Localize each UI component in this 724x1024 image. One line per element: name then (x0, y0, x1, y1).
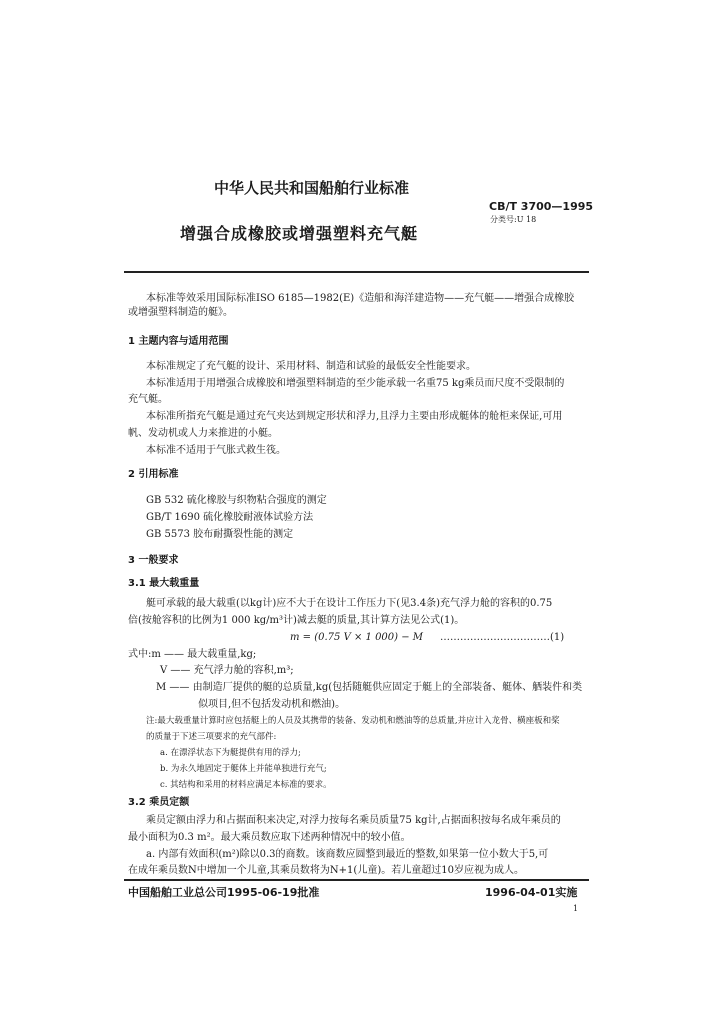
approval-line: 中国船舶工业总公司1995-06-19批准 (128, 886, 320, 899)
where-line: V —— 充气浮力舱的容积,m³; (160, 665, 294, 676)
section-1-line: 帆、发动机或人力来推进的小艇。 (128, 428, 278, 439)
standard-title: 增强合成橡胶或增强塑料充气艇 (180, 224, 419, 243)
where-line: M —— 由制造厂提供的艇的总质量,kg(包括随艇供应固定于艇上的全部装备、艇体、舾装件和类 (156, 682, 583, 693)
section-3-2-line: 在成年乘员数N中增加一个儿童,其乘员数将为N+1(儿童)。若儿童超过10岁应视为成人。 (128, 865, 524, 876)
classification-number: 分类号:U 18 (490, 215, 537, 224)
section-1-line: 本标准规定了充气艇的设计、采用材料、制造和试验的最低安全性能要求。 (146, 361, 476, 372)
page-number: 1 (573, 904, 579, 913)
note-item: c. 其结构和采用的材料应满足本标准的要求。 (160, 780, 332, 790)
effective-date: 1996-04-01实施 (485, 886, 578, 899)
section-3-1-heading: 3.1 最大载重量 (128, 578, 200, 589)
foreword-line-1: 本标准等效采用国际标准ISO 6185—1982(E)《造船和海洋建造物——充气艇——增强合成橡胶 (146, 293, 575, 304)
section-3-2-line: 乘员定额由浮力和占据面积来决定,对浮力按每名乘员质量75 kg计,占据面积按每名成年乘员的 (146, 815, 561, 826)
section-1-line: 充气艇。 (128, 394, 168, 405)
section-2-heading: 2 引用标准 (128, 469, 179, 480)
note-item: a. 在漂浮状态下为艇提供有用的浮力; (160, 748, 301, 758)
note-line: 的质量于下述三项要求的充气部件: (146, 732, 277, 742)
section-1-line: 本标准适用于用增强合成橡胶和增强塑料制造的至少能承载一名重75 kg乘员而尺度不受限制的 (146, 378, 565, 389)
note-item: b. 为永久地固定于艇体上并能单独进行充气; (160, 764, 327, 774)
section-3-2-heading: 3.2 乘员定额 (128, 797, 190, 808)
section-1-heading: 1 主题内容与适用范围 (128, 336, 229, 347)
section-3-heading: 3 一般要求 (128, 555, 179, 566)
issuing-authority: 中华人民共和国船舶行业标准 (214, 179, 410, 197)
reference-item: GB/T 1690 硫化橡胶耐液体试验方法 (146, 512, 314, 523)
standard-code: CB/T 3700—1995 (489, 200, 594, 213)
reference-item: GB 5573 胶布耐撕裂性能的测定 (146, 529, 294, 540)
footer-divider (124, 879, 589, 881)
formula-number: ……………………………(1) (440, 632, 565, 643)
where-line: 式中:m —— 最大载重量,kg; (128, 649, 257, 660)
reference-item: GB 532 硫化橡胶与织物粘合强度的测定 (146, 495, 327, 506)
formula: m = (0.75 V × 1 000) − M (290, 632, 424, 643)
section-3-2-line: a. 内部有效面积(m²)除以0.3的商数。该商数应圆整到最近的整数,如果第一位小数大于5,可 (146, 849, 549, 860)
header-divider (124, 271, 589, 273)
section-1-line: 本标准不适用于气胀式救生筏。 (146, 445, 286, 456)
note-line: 注:最大载重量计算时应包括艇上的人员及其携带的装备、发动机和燃油等的总质量,并应计入龙骨、横座板和桨 (146, 716, 560, 726)
section-3-2-line: 最小面积为0.3 m²。最大乘员数应取下述两种情况中的较小值。 (128, 832, 411, 843)
foreword-line-2: 或增强塑料制造的艇》。 (128, 307, 233, 318)
section-3-1-line: 倍(按舱容积的比例为1 000 kg/m³计)减去艇的质量,其计算方法见公式(1)。 (128, 615, 465, 626)
section-1-line: 本标准所指充气艇是通过充气夹达到规定形状和浮力,且浮力主要由形成艇体的舱柜来保证,可用 (146, 411, 563, 422)
section-3-1-line: 艇可承载的最大载重(以kg计)应不大于在设计工作压力下(见3.4条)充气浮力舱的容积的0.75 (146, 598, 553, 609)
where-line: 似项目,但不包括发动机和燃油)。 (198, 699, 346, 710)
